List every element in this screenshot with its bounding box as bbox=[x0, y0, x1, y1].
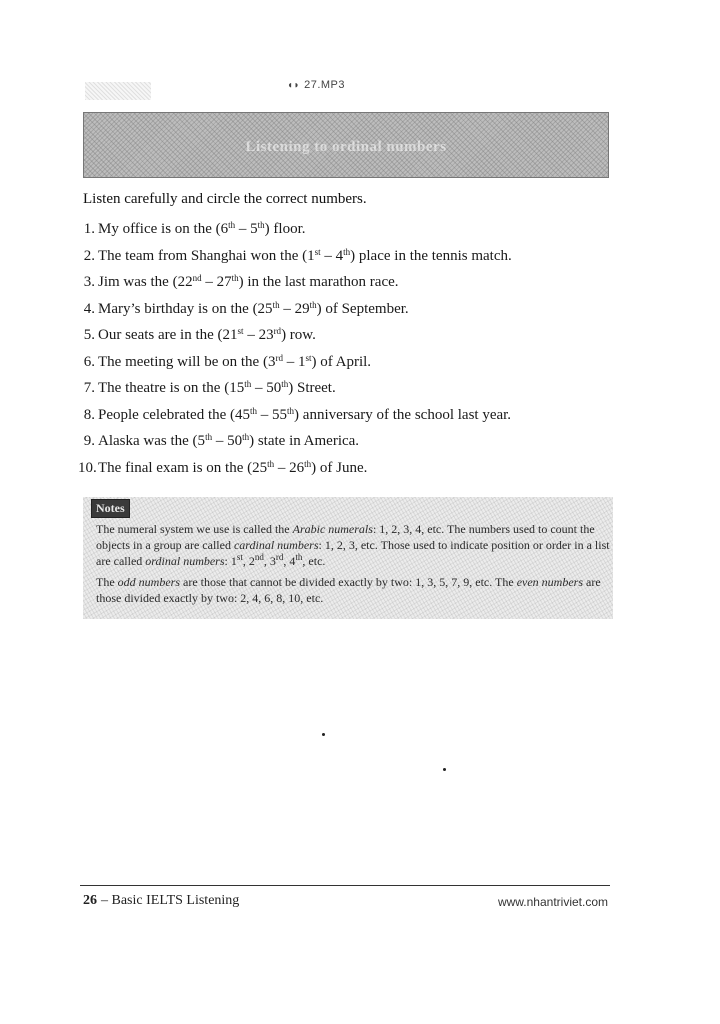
item-suffix: nd bbox=[192, 273, 202, 283]
item-text: – 29 bbox=[279, 300, 310, 317]
notes-term: odd numbers bbox=[117, 575, 180, 589]
item-text: Mary’s birthday is on the (25 bbox=[98, 300, 273, 317]
item-text: The meeting will be on the (3 bbox=[98, 353, 276, 370]
exercise-item bbox=[78, 269, 638, 296]
item-text: The team from Shanghai won the (1 bbox=[98, 247, 315, 264]
item-text: ) Street. bbox=[288, 380, 336, 396]
exercise-list bbox=[78, 216, 638, 481]
audio-track-label bbox=[287, 79, 345, 91]
item-number: 1. bbox=[83, 221, 95, 237]
item-number: 6. bbox=[83, 353, 95, 370]
item-number: 4. bbox=[83, 300, 95, 317]
item-text: The theatre is on the (15 bbox=[98, 380, 245, 396]
item-suffix: st bbox=[305, 352, 312, 363]
notes-term: cardinal numbers bbox=[233, 538, 319, 552]
notes-suffix: nd bbox=[254, 552, 264, 562]
item-text: Our seats are in the (21 bbox=[98, 327, 238, 343]
audio-track-name: 27.MP3 bbox=[304, 79, 346, 91]
item-suffix: st bbox=[237, 326, 244, 336]
item-text: – 1 bbox=[282, 353, 306, 370]
notes-suffix: th bbox=[295, 552, 303, 562]
item-number: 5. bbox=[83, 327, 95, 343]
item-text: ) state in America. bbox=[249, 433, 360, 449]
notes-text: , 4 bbox=[283, 554, 296, 568]
notes-text: The bbox=[96, 575, 118, 589]
item-text: – 50 bbox=[212, 433, 243, 449]
page-corner-stamp bbox=[85, 82, 151, 100]
item-text: – 55 bbox=[257, 406, 288, 423]
notes-badge: Notes bbox=[91, 499, 130, 518]
item-suffix: rd bbox=[275, 352, 283, 363]
item-text: – 27 bbox=[201, 274, 232, 290]
item-number: 9. bbox=[83, 433, 95, 449]
item-text: ) floor. bbox=[264, 221, 306, 237]
notes-text: , 3 bbox=[263, 554, 276, 568]
item-text: My office is on the (6 bbox=[98, 221, 229, 237]
publisher-website: www.nhantriviet.com bbox=[497, 895, 608, 909]
item-text: – 23 bbox=[243, 327, 274, 343]
notes-term: ordinal numbers bbox=[145, 554, 225, 568]
footer-book-info bbox=[83, 893, 239, 909]
notes-paragraph bbox=[96, 521, 611, 569]
item-suffix: th bbox=[272, 299, 280, 310]
item-suffix: th bbox=[231, 273, 239, 283]
notes-text: : 1, 2, 3, etc. Those used to indicate position or order in a list are called bbox=[96, 538, 610, 568]
section-title-bar bbox=[83, 112, 609, 178]
item-text: Jim was the (22 bbox=[98, 274, 193, 290]
footer-divider bbox=[80, 885, 610, 886]
notes-term: Arabic numerals bbox=[292, 522, 373, 536]
item-text: ) place in the tennis match. bbox=[350, 247, 512, 264]
item-suffix: th bbox=[242, 432, 250, 442]
exercise-item bbox=[78, 243, 638, 270]
item-text: – 50 bbox=[251, 380, 282, 396]
item-suffix: th bbox=[228, 220, 236, 230]
item-suffix: st bbox=[314, 246, 321, 257]
item-suffix: th bbox=[267, 458, 275, 469]
item-text: ) in the last marathon race. bbox=[238, 274, 399, 290]
item-text: ) of September. bbox=[316, 300, 409, 317]
exercise-item bbox=[78, 216, 638, 243]
exercise-item bbox=[78, 296, 638, 323]
item-text: – 5 bbox=[235, 221, 258, 237]
item-text: – 26 bbox=[274, 459, 305, 476]
notes-suffix: st bbox=[236, 552, 243, 562]
notes-text: : 1, 2, 3, 4, etc. The numbers used to count the objects in a group are called bbox=[96, 522, 595, 552]
notes-text: are those divided exactly by two: 2, 4, 6, 8, 10, etc. bbox=[96, 575, 601, 605]
scan-speck bbox=[322, 733, 325, 736]
notes-paragraph bbox=[96, 574, 611, 606]
section-title: Listening to ordinal numbers bbox=[245, 139, 447, 155]
item-suffix: th bbox=[250, 405, 258, 416]
item-text: Alaska was the (5 bbox=[98, 433, 206, 449]
item-text: ) of June. bbox=[311, 459, 368, 476]
page-number: 26 bbox=[83, 893, 97, 908]
item-suffix: rd bbox=[273, 326, 282, 336]
exercise-item bbox=[78, 402, 638, 429]
exercise-item bbox=[78, 349, 638, 376]
item-text: – 4 bbox=[320, 247, 344, 264]
item-text: The final exam is on the (25 bbox=[98, 459, 268, 476]
item-number: 7. bbox=[83, 380, 95, 396]
notes-text: The numeral system we use is called the bbox=[96, 522, 293, 536]
exercise-item bbox=[78, 455, 638, 482]
item-number: 8. bbox=[83, 406, 95, 423]
item-text: ) row. bbox=[281, 327, 316, 343]
exercise-item bbox=[78, 428, 638, 455]
item-number: 3. bbox=[83, 274, 95, 290]
item-suffix: th bbox=[244, 379, 252, 389]
item-number: 10. bbox=[78, 459, 97, 476]
item-number: 2. bbox=[83, 247, 95, 264]
item-suffix: th bbox=[205, 432, 213, 442]
exercise-item bbox=[78, 322, 638, 349]
item-suffix: th bbox=[304, 458, 312, 469]
notes-box bbox=[83, 497, 613, 619]
notes-text: : 1 bbox=[224, 554, 237, 568]
book-title: – Basic IELTS Listening bbox=[101, 893, 240, 908]
item-suffix: th bbox=[257, 220, 265, 230]
notes-term: even numbers bbox=[516, 575, 583, 589]
item-suffix: th bbox=[343, 246, 351, 257]
item-suffix: th bbox=[281, 379, 289, 389]
scan-speck bbox=[443, 768, 446, 771]
notes-text: , 2 bbox=[242, 554, 255, 568]
item-suffix: th bbox=[309, 299, 317, 310]
notes-text: are those that cannot be divided exactly by two: 1, 3, 5, 7, 9, etc. The bbox=[180, 575, 517, 589]
item-text: ) anniversary of the school last year. bbox=[294, 406, 512, 423]
notes-suffix: rd bbox=[275, 552, 284, 562]
exercise-instruction: Listen carefully and circle the correct numbers. bbox=[83, 191, 367, 207]
item-suffix: th bbox=[287, 405, 295, 416]
item-text: People celebrated the (45 bbox=[98, 406, 251, 423]
item-text: ) of April. bbox=[311, 353, 372, 370]
exercise-item bbox=[78, 375, 638, 402]
notes-text: , etc. bbox=[302, 554, 326, 568]
headphones-icon: ◖◗ bbox=[287, 80, 301, 91]
